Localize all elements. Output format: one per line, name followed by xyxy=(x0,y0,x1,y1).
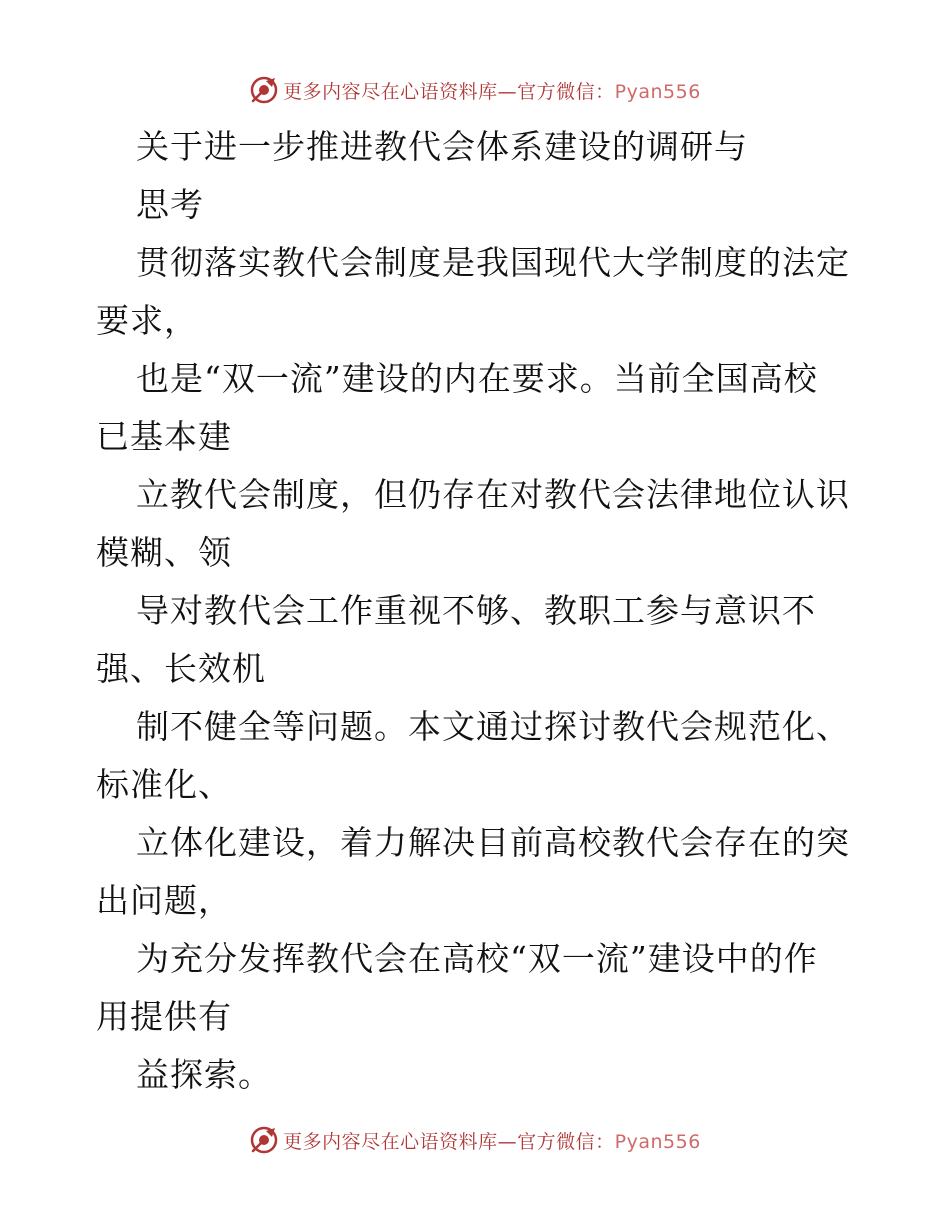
doc-paragraph-line: 制不健全等问题。本文通过探讨教代会规范化、 xyxy=(136,707,850,746)
pen-logo-icon xyxy=(249,75,279,105)
doc-paragraph-line: 导对教代会工作重视不够、教职工参与意识不 xyxy=(136,591,816,630)
doc-paragraph-line: 立教代会制度，但仍存在对教代会法律地位认识 xyxy=(136,475,850,514)
footer-banner xyxy=(0,1120,950,1160)
doc-paragraph-line: 出问题， xyxy=(96,881,232,920)
doc-paragraph-line: 贯彻落实教代会制度是我国现代大学制度的法定 xyxy=(136,243,850,282)
pen-logo-icon xyxy=(249,1125,279,1155)
header-banner-text: 更多内容尽在心语资料库—官方微信：Pyan556 xyxy=(283,80,701,103)
doc-title-line: 思考 xyxy=(136,185,204,224)
doc-paragraph-line: 立体化建设，着力解决目前高校教代会存在的突 xyxy=(136,823,850,862)
doc-paragraph-line: 用提供有 xyxy=(96,997,232,1036)
doc-paragraph-line: 已基本建 xyxy=(96,417,232,456)
footer-banner-text: 更多内容尽在心语资料库—官方微信：Pyan556 xyxy=(283,1130,701,1153)
doc-paragraph-line: 要求， xyxy=(96,301,198,340)
doc-paragraph-line: 模糊、领 xyxy=(96,533,232,572)
doc-paragraph-line: 益探索。 xyxy=(136,1055,272,1094)
doc-title-line: 关于进一步推进教代会体系建设的调研与 xyxy=(136,127,748,166)
document-body xyxy=(96,118,856,1104)
doc-paragraph-line: 为充分发挥教代会在高校“双一流”建设中的作 xyxy=(136,939,818,978)
doc-paragraph-line: 标准化、 xyxy=(96,765,232,804)
header-banner xyxy=(0,70,950,110)
doc-paragraph-line: 也是“双一流”建设的内在要求。当前全国高校 xyxy=(136,359,818,398)
doc-paragraph-line: 强、长效机 xyxy=(96,649,266,688)
